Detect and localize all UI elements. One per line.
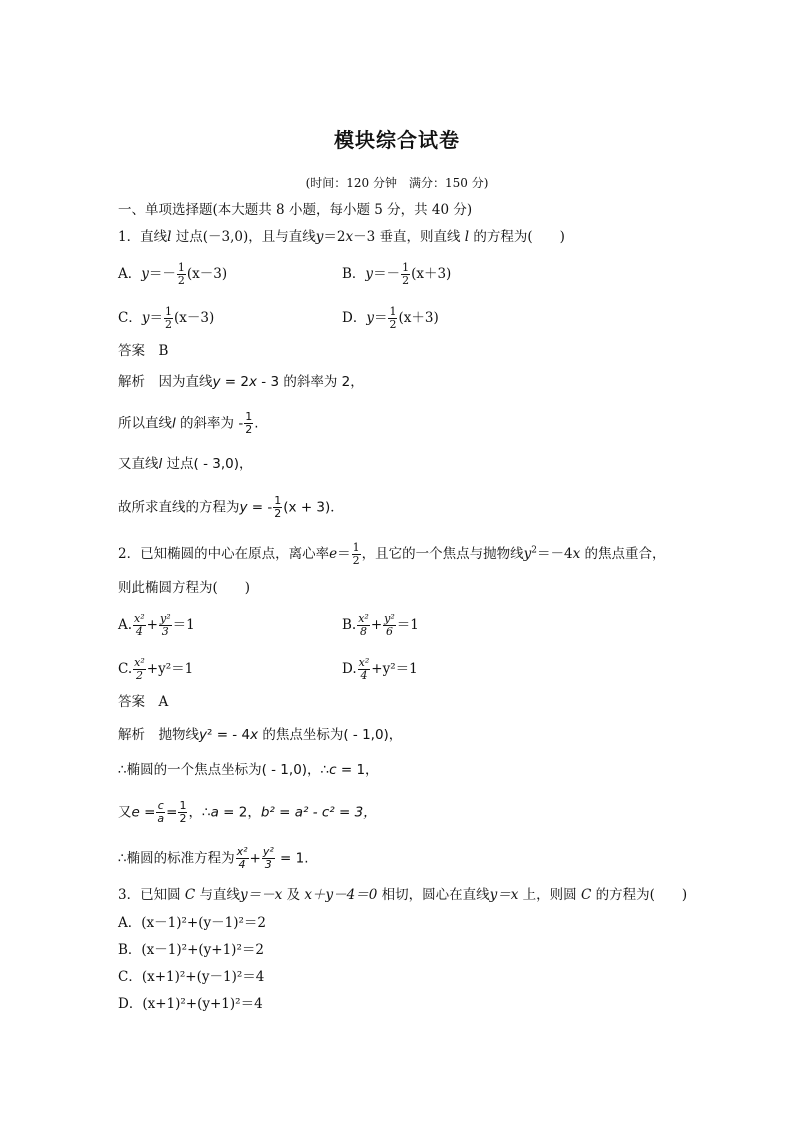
q1-option-b: B．y＝－ $\frac{1}{2}$ (x＋3) bbox=[342, 261, 452, 287]
q2-option-a: A. $\frac{\text{x²}}{4}$ + $\frac{\text{y²}}{3}$ ＝1 bbox=[118, 612, 195, 638]
q1-option-c: C．y＝ $\frac{1}{2}$ (x－3) bbox=[118, 305, 215, 331]
q2-explanation-3: 又e = $\frac{c}{a}$ = $\frac{1}{2}$ ，∴a = 2，b² = a² - c² = 3， bbox=[118, 799, 377, 825]
q2-option-d: D. $\frac{\text{x²}}{4}$ +y²＝1 bbox=[342, 656, 418, 682]
q2-explanation-1: 解析 抛物线y² = - 4x 的焦点坐标为( - 1,0)， bbox=[118, 727, 403, 743]
q2-explanation-2: ∴椭圆的一个焦点坐标为( - 1,0)，∴c = 1， bbox=[118, 762, 379, 778]
q2-explanation-4: ∴椭圆的标准方程为 $\frac{\text{x²}}{4}$ + $\frac{\text{y²}}{3}$ = 1. bbox=[118, 845, 309, 871]
q2-option-b: B. $\frac{\text{x²}}{8}$ + $\frac{\text{y²}}{6}$ ＝1 bbox=[342, 612, 419, 638]
q1-stem: 1．直线l 过点(－3,0)，且与直线y＝2x－3 垂直，则直线 l 的方程为( ) bbox=[118, 229, 565, 245]
q1-explanation-4: 故所求直线的方程为y = - $\frac{1}{2}$ (x + 3)． bbox=[118, 494, 344, 520]
q3-stem: 3．已知圆 C 与直线y＝－x 及 x＋y－4＝0 相切，圆心在直线y＝x 上，则圆 C 的方程为( ) bbox=[118, 887, 688, 903]
q1-option-a: A．y＝－ $\frac{1}{2}$ (x－3) bbox=[118, 261, 228, 287]
page-title: 模块综合试卷 bbox=[334, 128, 460, 152]
q1-answer: 答案 B bbox=[118, 343, 169, 359]
exam-meta: (时间：120 分钟 满分：150 分) bbox=[305, 176, 489, 190]
q2-stem-2: 则此椭圆方程为( ) bbox=[118, 580, 251, 596]
q1-explanation-3: 又直线l 过点( - 3,0)， bbox=[118, 456, 253, 472]
q3-option-d: D．(x+1)²+(y+1)²＝4 bbox=[118, 996, 263, 1012]
q2-option-c: C. $\frac{\text{x²}}{2}$ +y²＝1 bbox=[118, 656, 194, 682]
q2-answer: 答案 A bbox=[118, 694, 169, 710]
q3-option-c: C．(x+1)²+(y－1)²＝4 bbox=[118, 969, 265, 985]
q1-option-d: D．y＝ $\frac{1}{2}$ (x＋3) bbox=[342, 305, 439, 331]
q2-stem-1: 2．已知椭圆的中心在原点，离心率e＝ $\frac{1}{2}$ ，且它的一个焦点与抛物线$y^2=-4x$ 的焦点重合， bbox=[118, 541, 666, 567]
q1-explanation-2: 所以直线l 的斜率为 - $\frac{1}{2}$ . bbox=[118, 410, 259, 436]
q3-option-b: B．(x－1)²+(y+1)²＝2 bbox=[118, 942, 264, 958]
section-heading: 一、单项选择题(本大题共 8 小题，每小题 5 分，共 40 分) bbox=[118, 202, 473, 218]
q1-explanation-1: 解析 因为直线y = 2x - 3 的斜率为 2， bbox=[118, 374, 364, 390]
q3-option-a: A．(x－1)²+(y－1)²＝2 bbox=[118, 915, 266, 931]
